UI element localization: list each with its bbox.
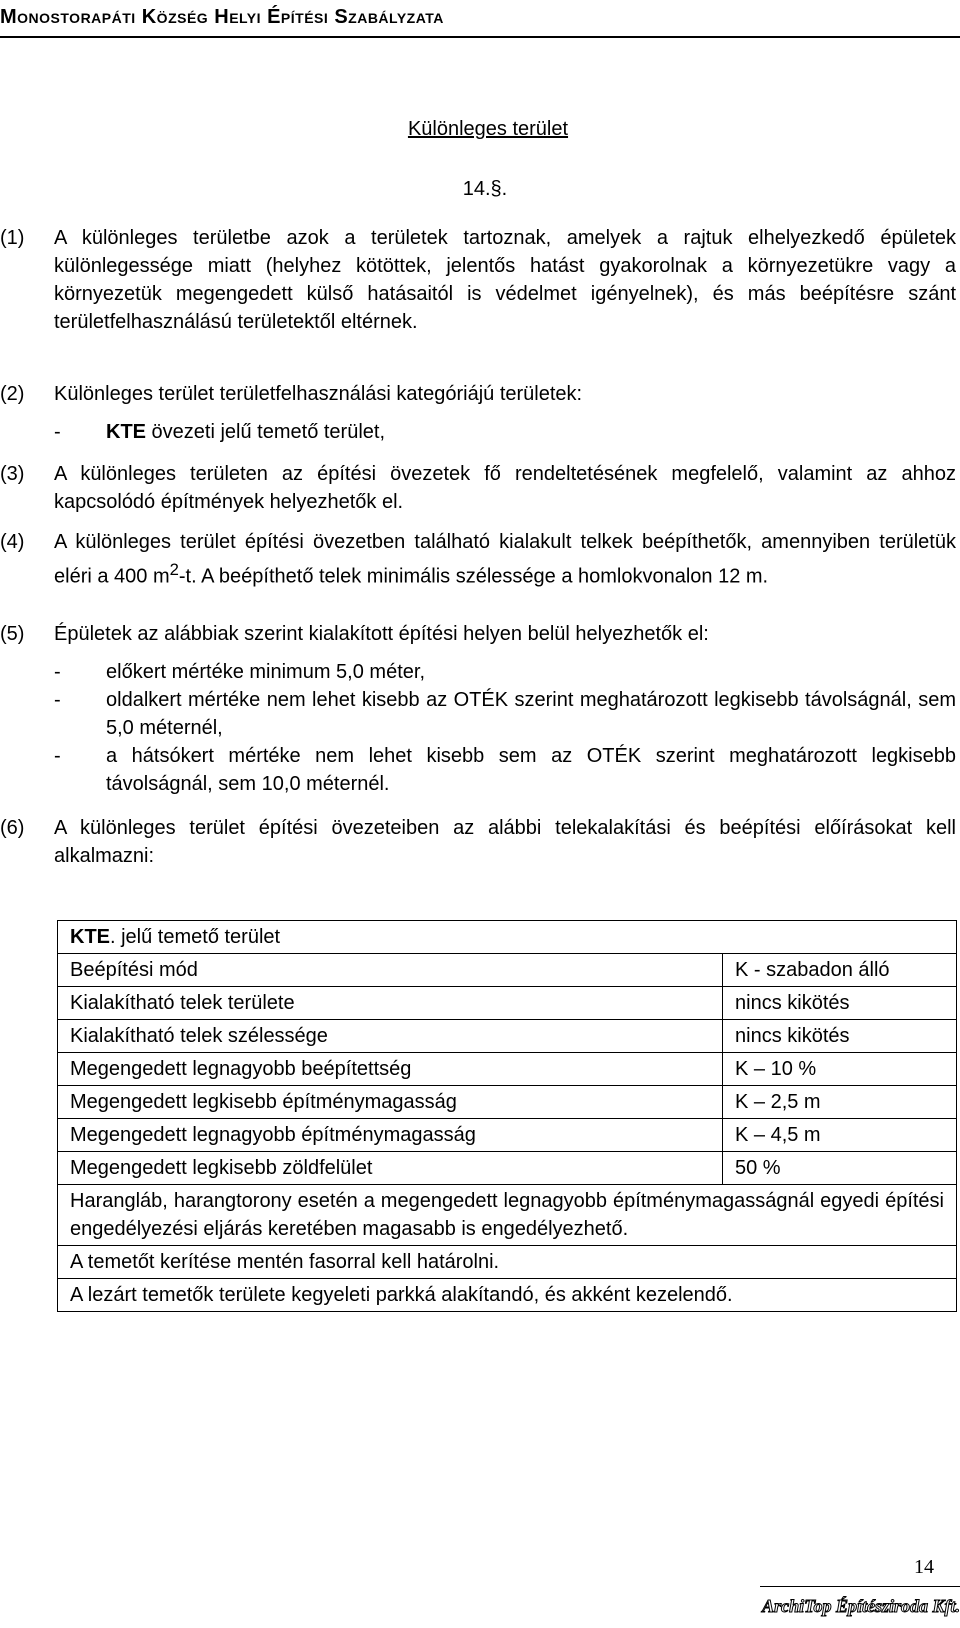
list-item [54,418,956,446]
paragraph-text: A különleges terület építési övezeteiben az alábbi telekalakítási és beépítési előírásokat kell alkalmazni: [54,817,956,867]
row-value: 50 % [723,1152,957,1185]
list-dash: - [54,661,61,683]
paragraph-text: Épületek az alábbiak szerint kialakított építési helyen belül helyezhetők el: [54,623,709,645]
list-item [54,658,956,686]
paragraph-number: (3) [0,463,25,485]
table-note-row [58,1185,957,1246]
list-item-text: előkert mértéke minimum 5,0 méter, [106,661,425,683]
paragraph-3 [0,460,960,516]
row-label: Megengedett legnagyobb építménymagasság [58,1119,723,1152]
paragraph-1 [0,224,960,336]
row-value: nincs kikötés [723,1020,957,1053]
row-value: K – 2,5 m [723,1086,957,1119]
row-label: Megengedett legkisebb zöldfelület [58,1152,723,1185]
section-number-text: 14.§. [462,178,508,200]
table-note-row [58,1279,957,1312]
row-value: nincs kikötés [723,987,957,1020]
table-row [58,987,957,1020]
company-logo-text: ArchiTop Építésziroda Kft. [762,1596,960,1616]
row-value: K – 10 % [723,1053,957,1086]
paragraph-number: (1) [0,227,25,249]
list-item [54,742,956,798]
row-value: K – 4,5 m [723,1119,957,1152]
table-row [58,1119,957,1152]
row-label: Beépítési mód [58,954,723,987]
header-rule [0,36,960,38]
table-note: A temetőt kerítése mentén fasorral kell határolni. [58,1246,957,1279]
row-label: Megengedett legnagyobb beépítettség [58,1053,723,1086]
footer-rule [760,1586,960,1587]
list-item-text: oldalkert mértéke nem lehet kisebb az OTÉK szerint meghatározott legkisebb távolságnál, sem 5,0 méternél, [106,689,956,739]
table-note-row [58,1246,957,1279]
paragraph-number: (2) [0,383,25,405]
paragraph-4 [0,528,960,591]
paragraph-text: A különleges területbe azok a területek tartoznak, amelyek a rajtuk elhelyezkedő épületek különlegessége miatt (helyhez kötöttek, jelentős hatást gyakorolnak a környezetükre vagy a környezetük megengedett külső hatásaitól is védelmet igényelnek), és más beépítésre szánt területfelhasználású területektől eltérnek. [54,227,956,333]
paragraph-text-part: A különleges terület építési övezetben található kialakult telkek beépíthetők, amennyiben területük eléri a 400 m [54,531,956,588]
section-title-text: Különleges terület [407,118,569,140]
table-note: Harangláb, harangtorony esetén a megengedett legnagyobb építménymagasságnál egyedi építési engedélyezési eljárás keretében magasabb is engedélyezhető. [58,1185,957,1246]
paragraph-5 [0,620,960,648]
section-number [0,178,960,201]
row-label: Megengedett legkisebb építménymagasság [58,1086,723,1119]
paragraph-text: Különleges terület területfelhasználási kategóriájú területek: [54,383,583,405]
paragraph-text [54,528,956,591]
section-title [0,118,960,141]
paragraph-text-part: -t. A beépíthető telek minimális szélessége a homlokvonalon 12 m. [178,565,769,588]
list-dash: - [54,421,61,443]
paragraph-6 [0,814,960,870]
superscript: 2 [169,560,179,579]
page-number: 14 [914,1556,934,1578]
list-dash: - [54,689,61,711]
table-heading-cell [58,921,957,954]
zone-code: KTE [106,421,146,443]
paragraph-text: A különleges területen az építési övezetek fő rendeltetésének megfelelő, valamint az ahhoz kapcsolódó építmények helyezhetők el. [54,463,956,513]
table-row [58,954,957,987]
list-item-text: a hátsókert mértéke nem lehet kisebb sem az OTÉK szerint meghatározott legkisebb távolságnál, sem 10,0 méternél. [106,745,956,795]
row-value: K - szabadon álló [723,954,957,987]
table-heading-text: . jelű temető terület [110,926,281,948]
table-row [58,1152,957,1185]
document-header-title: Monostorapáti Község Helyi Építési Szabályzata [0,6,444,28]
building-placement-list [54,658,956,798]
row-label: Kialakítható telek szélessége [58,1020,723,1053]
zone-description: övezeti jelű temető terület, [146,421,386,443]
paragraph-number: (6) [0,817,25,839]
table-row [58,1053,957,1086]
zone-code: KTE [70,926,110,948]
kte-regulation-table [57,920,957,1312]
table-row [58,1086,957,1119]
paragraph-2 [0,380,960,408]
paragraph-number: (5) [0,623,25,645]
paragraph-number: (4) [0,531,25,553]
table-row [58,1020,957,1053]
row-label: Kialakítható telek területe [58,987,723,1020]
list-item [54,686,956,742]
table-heading-row [58,921,957,954]
list-dash: - [54,745,61,767]
zone-list [54,418,956,446]
table-note: A lezárt temetők területe kegyeleti parkká alakítandó, és akként kezelendő. [58,1279,957,1312]
